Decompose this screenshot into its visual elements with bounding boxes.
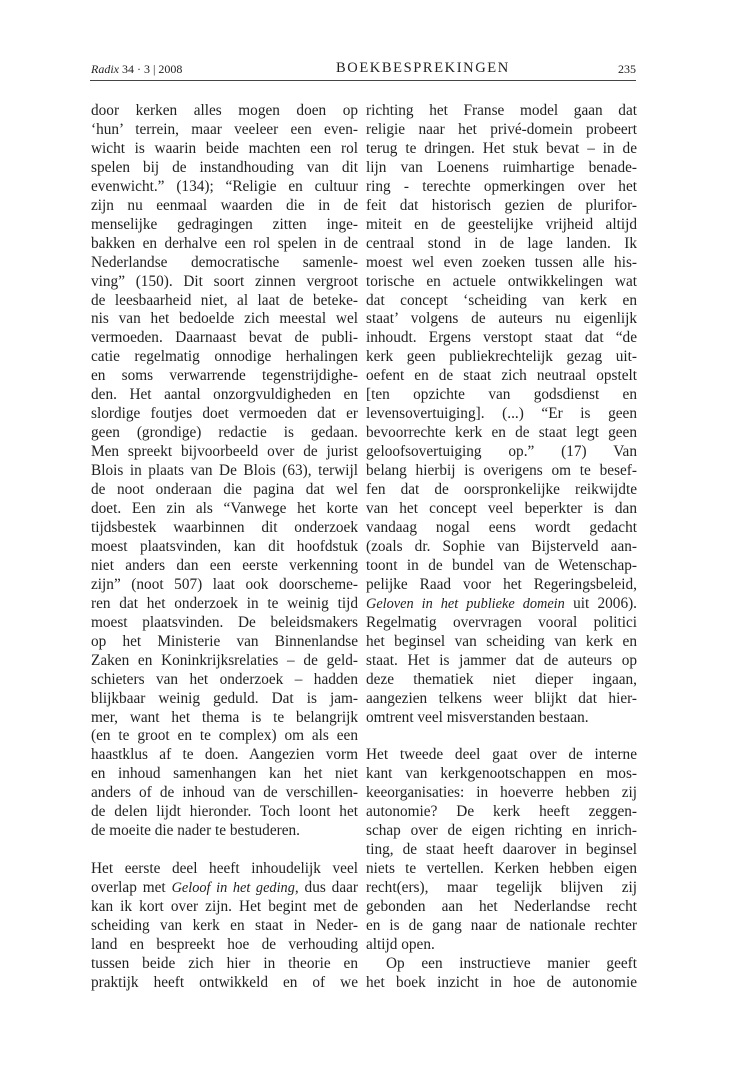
text-line: door kerken alles mogen doen op (91, 102, 358, 119)
text-line: levensovertuiging]. (...) “Er is geen (366, 405, 637, 423)
text-line: wicht is waarin beide machten een rol (91, 139, 358, 157)
text-line: toont in de bundel van de Wetenschap- (366, 556, 637, 574)
text-line: Nederlandse democratische samenle- (91, 253, 358, 271)
text-line: staat’ volgens de auteurs nu eigenlijk (366, 310, 637, 328)
text-line: het beginsel van scheiding van kerk en (366, 632, 637, 650)
book-title: Geloof in het geding (171, 880, 295, 897)
page-number: 235 (618, 62, 636, 76)
text-line: vandaag nogal eens wordt gedacht (366, 518, 637, 536)
text-line: staat. Het is jammer dat de auteurs op (366, 651, 637, 669)
paragraph (366, 102, 637, 727)
text-line: evenwicht.” (134); “Religie en cultuur (91, 177, 358, 195)
text-line: Op een instructieve manier geeft (386, 954, 637, 972)
text-line: ring - terechte opmerkingen over het (366, 177, 637, 195)
text-line: zijn nu eenmaal waarden die in de (91, 196, 358, 214)
text-line: menselijke gedragingen zitten inge- (91, 215, 358, 233)
text-line: spelen bij de instandhouding van dit (91, 158, 358, 176)
text-line: kerk geen publiekrechtelijk gezag uit- (366, 348, 637, 366)
text-line: nis van het bedoelde zich meestal wel (91, 310, 358, 328)
paragraph (91, 860, 358, 993)
text-line: tussen beide zich hier in theorie en (91, 954, 358, 972)
text-line: Regelmatig overvragen vooral politici (366, 613, 637, 631)
text-line: moest plaatsvinden, kan dit hoofdstuk (91, 537, 358, 555)
text-line: torische en actuele ontwikkelingen wat (366, 272, 637, 290)
text-line: ‘hun’ terrein, maar veeleer een even- (91, 120, 358, 138)
running-header (90, 60, 636, 81)
text-line: de moeite die nader te bestuderen. (91, 822, 300, 840)
text-line: religie naar het privé-domein probeert (366, 120, 637, 138)
text-column-left (91, 102, 358, 1012)
text-segment: overlap met (91, 879, 172, 897)
text-line: geen (grondige) redactie is gedaan. (91, 424, 358, 442)
text-line: terug te dringen. Het stuk bevat – in de (366, 139, 637, 157)
text-line: Het eerste deel heeft inhoudelijk veel (91, 860, 358, 878)
text-line: ting, de staat heeft daarover in beginsel (366, 841, 637, 859)
text-line: niet anders dan een eerste verkenning (91, 556, 358, 574)
text-line: keeorganisaties: in hoeverre hebben zij (366, 784, 637, 802)
text-line: Het tweede deel gaat over de interne (366, 746, 637, 764)
text-line: den. Het aantal onzorgvuldigheden en (91, 386, 358, 404)
text-line: ving” (150). Dit soort zinnen vergroot (91, 272, 358, 290)
text-line: bakken en derhalve een rol spelen in de (91, 234, 358, 252)
text-line: op het Ministerie van Binnenlandse (91, 632, 358, 650)
text-line: bevoorrechte kerk en de staat legt geen (366, 424, 637, 442)
paragraph (366, 746, 637, 954)
text-line: van het concept veel beperkter is dan (366, 500, 637, 518)
text-line: miteit en de geestelijke vrijheid altijd (366, 215, 637, 233)
text-line: niets te vertellen. Kerken hebben eigen (366, 860, 637, 878)
text-line: anders of de inhoud van de verschillen- (91, 784, 358, 802)
text-line: ren dat het onderzoek in te weinig tijd (91, 594, 358, 612)
text-line: Blois in plaats van De Blois (63), terwijl (91, 462, 358, 480)
text-line: de noot onderaan die pagina dat wel (91, 481, 358, 499)
text-line: (en te groot en te complex) om als een (91, 727, 358, 745)
text-line: praktijk heeft ontwikkeld en of we (91, 973, 358, 991)
text-line: feit dat historisch gezien de plurifor- (366, 196, 637, 214)
text-line: altijd open. (366, 935, 435, 953)
text-line: deze thematiek niet dieper ingaan, (366, 670, 637, 688)
text-line: dat concept ‘scheiding van kerk en (366, 291, 637, 309)
text-line: gebonden aan het Nederlandse recht (366, 898, 637, 916)
paragraph (91, 102, 358, 841)
text-line: en soms verwarrende tegenstrijdighe- (91, 367, 358, 385)
text-line: Zaken en Koninkrijksrelaties – de geld- (91, 651, 358, 669)
section-title: BOEKBESPREKINGEN (336, 60, 510, 76)
book-title: Geloven in het publieke domein (366, 595, 565, 612)
text-line: mer, want het thema is te belangrijk (91, 708, 358, 726)
text-line: aangezien telkens weer blijkt dat hier- (366, 689, 637, 707)
journal-issue (91, 62, 182, 77)
text-line (91, 879, 358, 898)
paragraph (366, 955, 637, 993)
text-line: inhoudt. Ergens verstopt staat dat “de (366, 329, 637, 347)
text-line: en inhoud samenhangen kan het niet (91, 765, 358, 783)
text-line: autonomie? De kerk heeft zeggen- (366, 803, 637, 821)
text-line: kan ik kort over zijn. Het begint met de (91, 898, 358, 916)
text-line: pelijke Raad voor het Regeringsbeleid, (366, 575, 637, 593)
text-line: tijdsbestek waarbinnen dit onderzoek (91, 518, 358, 536)
text-line: schap over de eigen richting en inrich- (366, 822, 637, 840)
text-segment: uit 2006). (564, 594, 638, 612)
text-line: zijn” (noot 507) laat ook doorscheme- (91, 575, 358, 593)
text-line: het boek inzicht in hoe de autonomie (366, 973, 637, 991)
text-line: slordige foutjes doet vermoeden dat er (91, 405, 358, 423)
text-line: vermoeden. Daarnaast bevat de publi- (91, 329, 358, 347)
text-line: centraal stond in de lage landen. Ik (366, 234, 637, 252)
issue-number: 34 · 3 | 2008 (122, 62, 183, 76)
text-line: recht(ers), maar tegelijk blijven zij (366, 879, 637, 897)
text-line: en is de gang naar de nationale rechter (366, 916, 637, 934)
text-line: de leesbaarheid niet, al laat de beteke- (91, 291, 358, 309)
text-line: richting het Franse model gaan dat (366, 102, 637, 119)
text-line: schieters van het onderzoek – hadden (91, 670, 358, 688)
text-line: moest plaatsvinden. De beleidsmakers (91, 613, 358, 631)
text-line: fen dat de oorspronkelijke reikwijdte (366, 481, 637, 499)
text-line: lijn van Loenens ruimhartige benade- (366, 158, 637, 176)
text-line: omtrent veel misverstanden bestaan. (366, 708, 589, 726)
text-line: geloofsovertuiging op.” (17) Van (366, 443, 637, 461)
text-line: scheiding van kerk en staat in Neder- (91, 916, 358, 934)
text-line: blijkbaar weinig geduld. Dat is jam- (91, 689, 358, 707)
text-line: haastklus af te doen. Aangezien vorm (91, 746, 358, 764)
text-line: Men spreekt bijvoorbeeld over de jurist (91, 443, 358, 461)
journal-name: Radix (91, 62, 119, 76)
text-line: doet. Een zin als “Vanwege het korte (91, 500, 358, 518)
text-line (366, 595, 637, 614)
text-line: [ten opzichte van godsdienst en (366, 386, 637, 404)
text-line: moest wel even zoeken tussen alle his- (366, 253, 637, 271)
text-line: land en bespreekt hoe de verhouding (91, 935, 358, 953)
text-segment: , dus daar (294, 879, 358, 897)
text-line: belang hierbij is overigens om te besef- (366, 462, 637, 480)
text-line: kant van kerkgenootschappen en mos- (366, 765, 637, 783)
text-line: oefent en de staat zich neutraal opstelt (366, 367, 637, 385)
text-line: catie regelmatig onnodige herhalingen (91, 348, 358, 366)
text-column-right (366, 102, 637, 1012)
text-line: (zoals dr. Sophie van Bijsterveld aan- (366, 537, 637, 555)
text-line: de delen lijdt hieronder. Toch loont het (91, 803, 358, 821)
